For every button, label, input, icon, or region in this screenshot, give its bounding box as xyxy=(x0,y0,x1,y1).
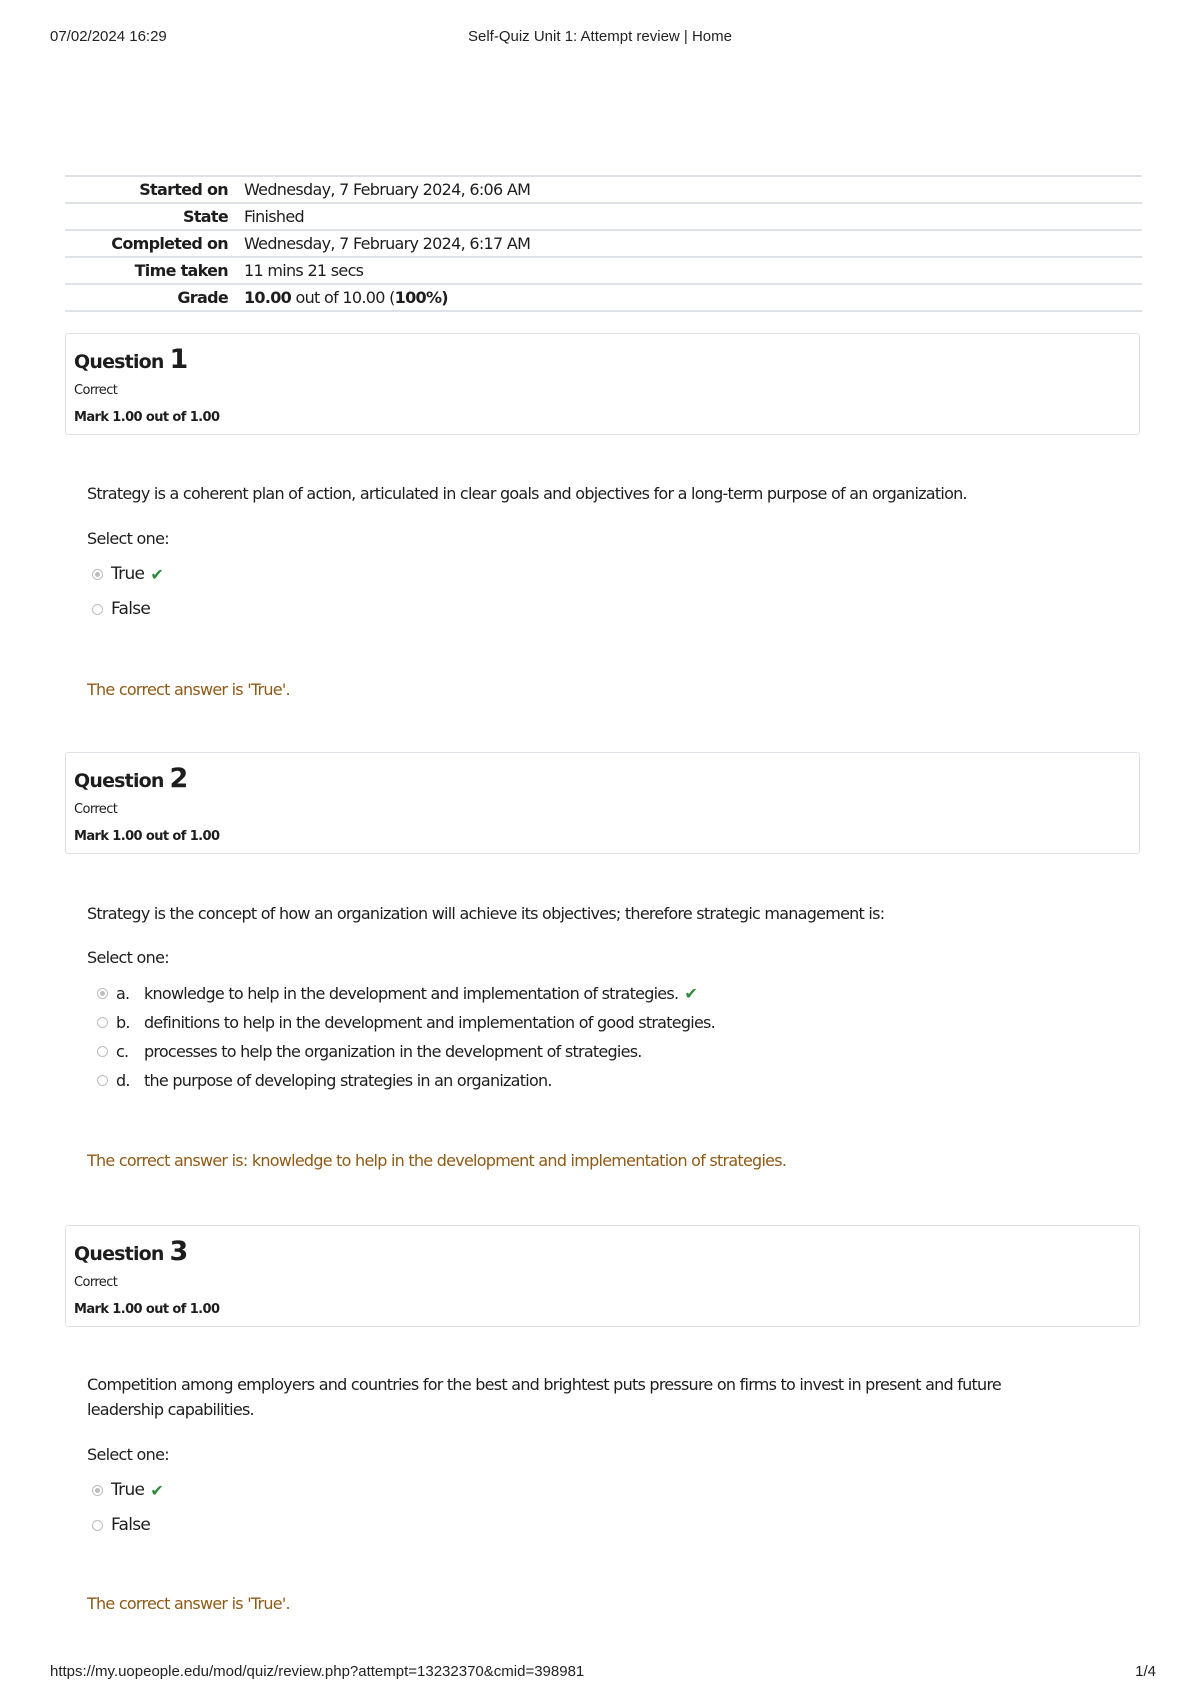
option-label: processes to help the organization in the development of strategies. xyxy=(144,1042,642,1061)
option-label: True xyxy=(111,564,145,584)
summary-label: Started on xyxy=(139,180,228,199)
summary-label: State xyxy=(183,207,228,226)
summary-row-started xyxy=(65,176,1142,203)
radio-icon[interactable] xyxy=(92,604,103,615)
select-one-label: Select one: xyxy=(87,1445,169,1464)
question-2-text: Strategy is the concept of how an organization will achieve its objectives; therefore strategic management is: xyxy=(87,904,885,923)
question-state: Correct xyxy=(74,802,118,817)
radio-checked-icon[interactable] xyxy=(97,988,108,999)
question-title xyxy=(74,344,187,375)
summary-value: 11 mins 21 secs xyxy=(244,261,364,280)
q2-option-b[interactable] xyxy=(97,1013,715,1032)
radio-icon[interactable] xyxy=(97,1017,108,1028)
question-mark: Mark 1.00 out of 1.00 xyxy=(74,1302,220,1317)
radio-checked-icon[interactable] xyxy=(92,1485,103,1496)
q2-option-d[interactable] xyxy=(97,1071,552,1090)
option-letter: d. xyxy=(116,1071,130,1090)
option-label: the purpose of developing strategies in an organization. xyxy=(144,1071,552,1090)
question-number: 2 xyxy=(169,763,188,794)
option-letter: a. xyxy=(116,984,130,1003)
summary-value: Wednesday, 7 February 2024, 6:06 AM xyxy=(244,180,531,199)
question-label: Question xyxy=(74,351,164,373)
select-one-label: Select one: xyxy=(87,529,169,548)
question-3-text: Competition among employers and countries for the best and brightest puts pressure on firms to invest in present and future leadership capabilities. xyxy=(87,1375,1002,1419)
summary-row-state xyxy=(65,203,1142,230)
summary-label: Time taken xyxy=(134,261,228,280)
question-label: Question xyxy=(74,770,164,792)
q2-option-c[interactable] xyxy=(97,1042,642,1061)
radio-icon[interactable] xyxy=(97,1046,108,1057)
summary-row-completed xyxy=(65,230,1142,257)
grade-percent: 100% xyxy=(394,288,442,307)
radio-checked-icon[interactable] xyxy=(92,569,103,580)
page-url: https://my.uopeople.edu/mod/quiz/review.php?attempt=13232370&cmid=398981 xyxy=(50,1663,585,1680)
grade-value xyxy=(236,284,1142,311)
print-datetime: 07/02/2024 16:29 xyxy=(50,28,167,45)
question-3-feedback: The correct answer is 'True'. xyxy=(87,1594,290,1613)
summary-label: Completed on xyxy=(111,234,228,253)
grade-mid: out of 10.00 ( xyxy=(291,288,395,307)
option-label: False xyxy=(111,599,151,619)
q1-option-true[interactable] xyxy=(92,564,163,584)
summary-value: Wednesday, 7 February 2024, 6:17 AM xyxy=(244,234,531,253)
question-2-feedback: The correct answer is: knowledge to help in the development and implementation of strategies. xyxy=(87,1151,787,1170)
grade-score: 10.00 xyxy=(244,288,292,307)
checkmark-icon: ✔ xyxy=(150,1480,164,1500)
q2-option-a[interactable] xyxy=(97,984,697,1003)
option-label: definitions to help in the development and implementation of good strategies. xyxy=(144,1013,715,1032)
select-one-label: Select one: xyxy=(87,948,169,967)
checkmark-icon: ✔ xyxy=(684,984,697,1003)
q3-option-true[interactable] xyxy=(92,1480,163,1500)
summary-value: Finished xyxy=(244,207,304,226)
page-number: 1/4 xyxy=(1135,1663,1156,1680)
question-number: 3 xyxy=(169,1236,188,1267)
radio-icon[interactable] xyxy=(97,1075,108,1086)
radio-icon[interactable] xyxy=(92,1520,103,1531)
attempt-summary-table xyxy=(65,175,1142,312)
summary-row-grade xyxy=(65,284,1142,311)
question-mark: Mark 1.00 out of 1.00 xyxy=(74,410,220,425)
q3-option-false[interactable] xyxy=(92,1515,150,1535)
question-1-feedback: The correct answer is 'True'. xyxy=(87,680,290,699)
print-header xyxy=(0,28,1200,48)
option-label: knowledge to help in the development and implementation of strategies. xyxy=(144,984,679,1003)
question-3-info xyxy=(65,1225,1140,1327)
question-label: Question xyxy=(74,1243,164,1265)
summary-row-time-taken xyxy=(65,257,1142,284)
question-title xyxy=(74,1236,187,1267)
question-state: Correct xyxy=(74,383,118,398)
question-mark: Mark 1.00 out of 1.00 xyxy=(74,829,220,844)
question-number: 1 xyxy=(169,344,188,375)
question-1-text: Strategy is a coherent plan of action, articulated in clear goals and objectives for a long-term purpose of an organization. xyxy=(87,484,967,503)
question-title xyxy=(74,763,187,794)
option-label: False xyxy=(111,1515,151,1535)
option-letter: c. xyxy=(116,1042,129,1061)
option-label: True xyxy=(111,1480,145,1500)
option-letter: b. xyxy=(116,1013,130,1032)
summary-label: Grade xyxy=(177,288,228,307)
grade-end: ) xyxy=(441,288,448,307)
q1-option-false[interactable] xyxy=(92,599,150,619)
question-1-info xyxy=(65,333,1140,435)
checkmark-icon: ✔ xyxy=(150,564,164,584)
question-2-info xyxy=(65,752,1140,854)
print-footer xyxy=(0,1663,1200,1683)
print-page-title: Self-Quiz Unit 1: Attempt review | Home xyxy=(468,28,732,45)
question-state: Correct xyxy=(74,1275,118,1290)
